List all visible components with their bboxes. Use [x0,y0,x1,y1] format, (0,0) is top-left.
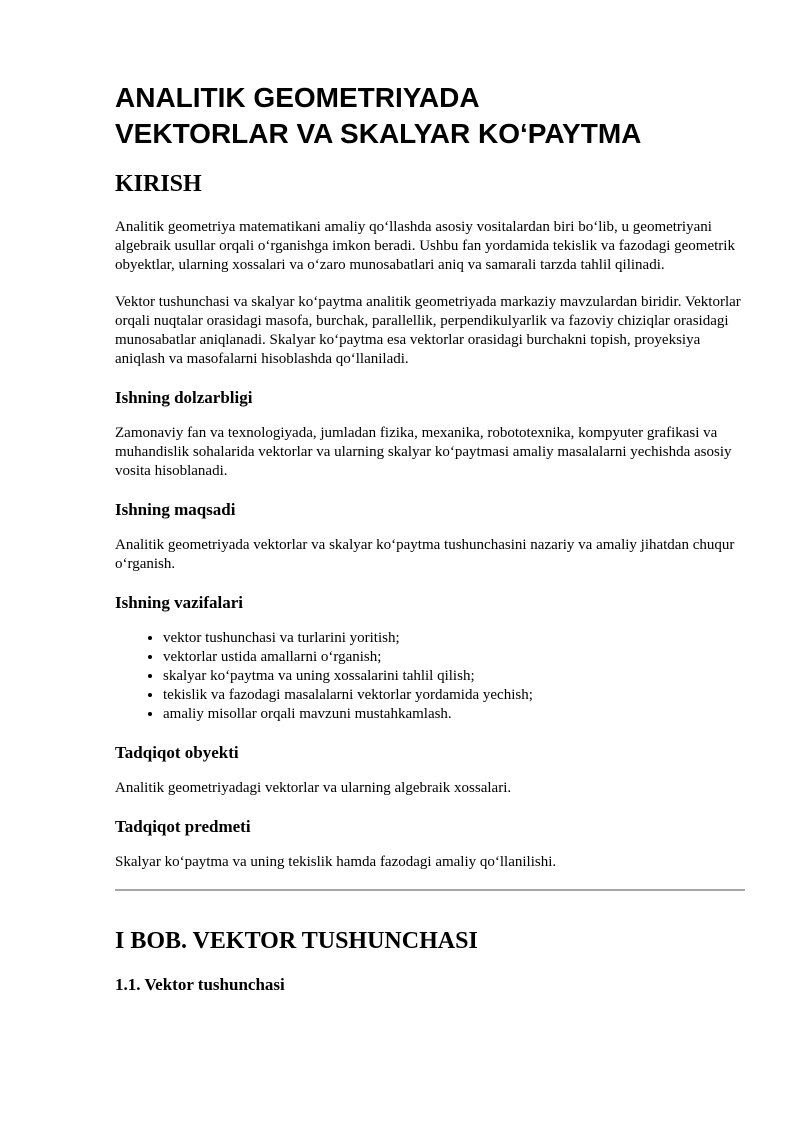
list-item: • skalyar ko‘paytma va uning xossalarini tahlil qilish; [163,667,745,686]
section-heading: 1.1. Vektor tushunchasi [115,975,285,994]
list-item: • vektor tushunchasi va turlarini yoritish; [163,629,745,648]
goal-text: Analitik geometriyada vektorlar va skalyar ko‘paytma tushunchasini nazariy va amaliy jihatdan chuqur o‘rganish. [115,537,735,572]
tasks-heading: Ishning vazifalari [115,593,243,612]
intro-heading: KIRISH [115,171,202,197]
title-line-1: ANALITIK GEOMETRIYADA [115,82,480,113]
relevance-text: Zamonaviy fan va texnologiyada, jumladan fizika, mexanika, robototexnika, kompyuter grafikasi va muhandislik sohalarida vektorlar va ularning skalyar ko‘paytmasi amaliy masalalarni yechishda asosiy vosita hisoblanadi. [115,425,732,479]
tasks-list [115,629,745,724]
list-item: • vektorlar ustida amallarni o‘rganish; [163,648,745,667]
relevance-heading: Ishning dolzarbligi [115,388,253,407]
intro-paragraph-2: Vektor tushunchasi va skalyar ko‘paytma analitik geometriyada markaziy mavzulardan biridir. Vektorlar orqali nuqtalar orasidagi masofa, burchak, parallellik, perpendikulyarlik va fazoviy chiziqlar orasidagi munosabatlar aniqlanadi. Skalyar ko‘paytma esa vektorlar orasidagi burchakni topish, proyeksiya aniqlash va masofalarni hisoblashda qo‘llaniladi. [115,294,741,367]
list-item: • tekislik va fazodagi masalalarni vektorlar yordamida yechish; [163,686,745,705]
goal-heading: Ishning maqsadi [115,500,236,519]
subject-heading: Tadqiqot predmeti [115,817,251,836]
object-text: Analitik geometriyadagi vektorlar va ularning algebraik xossalari. [115,780,512,796]
intro-paragraph-1: Analitik geometriya matematikani amaliy qo‘llashda asosiy vositalardan biri bo‘lib, u geometriyani algebraik usullar orqali o‘rganishga imkon beradi. Ushbu fan yordamida tekislik va fazodagi geometrik obyektlar, ularning xossalari va o‘zaro munosabatlari aniq va samarali tarzda tahlil qilinadi. [115,219,735,273]
list-item: • amaliy misollar orqali mavzuni mustahkamlash. [163,705,745,724]
document-title [115,80,745,152]
object-heading: Tadqiqot obyekti [115,743,239,762]
section-divider [115,889,745,891]
subject-text: Skalyar ko‘paytma va uning tekislik hamda fazodagi amaliy qo‘llanilishi. [115,854,557,870]
document-page [115,80,745,996]
title-line-2: VEKTORLAR VA SKALYAR KO‘PAYTMA [115,118,642,149]
chapter-heading: I BOB. VEKTOR TUSHUNCHASI [115,928,478,954]
